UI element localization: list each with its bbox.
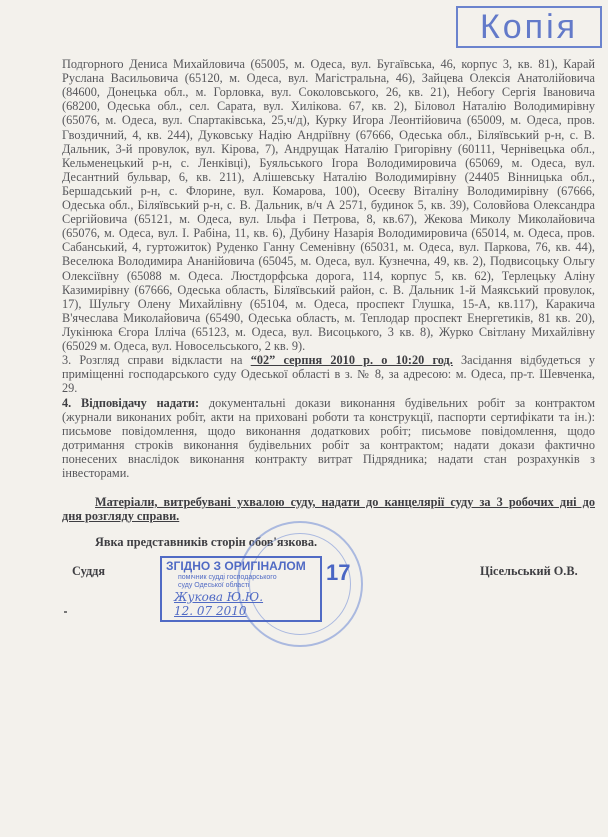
item-4-line-1 <box>62 396 595 410</box>
item-4-line: понесених внаслідок виконання контракту витрат Підрядника; надати стан розрахунків з <box>62 452 595 466</box>
text: Засідання відбудеться у <box>452 353 596 367</box>
item-3-line-2: приміщенні господарського суду Одеської області в з. № 8, за адресою: м. Одеса, пр-т. Шевченка, <box>62 367 595 381</box>
parties-line: Дальник, 3-й провулок, вул. Кірова, 7), Андрущак Наталію Григорівну (60111, Чернівецька обл., <box>62 141 595 156</box>
certified-sub: суду Одеської області <box>178 582 250 589</box>
judge-name: Цісельський О.В. <box>480 564 578 578</box>
text: документальні докази виконання будівельних робіт за контрактом <box>199 396 595 410</box>
parties-line: Веселюка Володимира Ананійовича (65045, м. Одеса, вул. Кузнечна, 49, кв. 2), Подвисоцьку Ольгу <box>62 254 595 269</box>
parties-line: Руслана Васильовича (65120, м. Одеса, вул. Магістральна, 46), Зайцева Олексія Анатолійовича <box>62 71 595 86</box>
materials-line-1: Матеріали, витребувані ухвалою суду, надати до канцелярії суду за 3 робочих дні до <box>95 495 595 509</box>
parties-line: Лукінюка Єгора Ілліча (65123, м. Одеса, вул. Висоцького, 3 кв. 8), Журко Світлану Михайлівну <box>62 324 595 339</box>
parties-line: Казимирівну (67666, Одеська область, Біляївський район, с. В. Дальник 1-й Маякський провулок, <box>62 282 595 297</box>
certified-sub: помічник судді господарського <box>178 574 277 581</box>
item-4-line: дотримання строків виконання будівельних робіт за контрактом; надати докази фактично <box>62 438 595 452</box>
parties-line: Подгорного Дениса Михайловича (65005, м. Одеса, вул. Бугаївська, 46, корпус 3, кв. 81), Карай <box>62 57 595 71</box>
parties-line: Десантний бульвар, 6, кв. 211), Алішевську Наталію Володимирівну (24405 Вінницька обл., <box>62 169 595 184</box>
parties-line: Одеська обл., Біляївський р-н, с. В. Дальник, в/ч А 2571, будинок 5, кв. 39), Соловйова Олександра <box>62 198 595 212</box>
parties-line: (84600, Донецька обл., м. Горловка, вул. Соколовського, 26, кв. 21), Небогу Сергія Івановича <box>62 85 595 100</box>
attendance-note: Явка представників сторін обов'язкова. <box>95 535 318 549</box>
parties-line: (65076, м. Одеса, вул. Спартаківська, 25,ч/д), Курку Игора Леонтійовича (65009, м. Одеса, пров. <box>62 113 595 128</box>
certified-title: ЗГІДНО З ОРИГІНАЛОМ <box>166 559 306 573</box>
scan-mark <box>64 611 67 613</box>
item-4-line: письмове повідомлення, щодо виконання додаткових робіт; письмове повідомлення, щодо <box>62 424 595 438</box>
parties-line: Сабанський, 4, гуртожиток) Руденко Ганну Семенівну (65031, м. Одеса, вул. Паркова, 76, кв. 44), <box>62 240 595 255</box>
item-4-heading: 4. Відповідачу надати: <box>62 396 200 410</box>
seal-number: 17 <box>326 560 351 585</box>
item-3-line-3: 29. <box>62 381 78 395</box>
judge-role: Суддя <box>72 564 106 578</box>
item-4-line: (журнали виконаних робіт, акти на приховані роботи та конструкції, паспорти сертифікати та ін.): <box>62 410 595 424</box>
certified-copy-stamp <box>160 556 322 622</box>
parties-line: Сергійовича (65121, м. Одеса, вул. Ільфа і Петрова, 8, кв.67), Жекова Миколу Миколайовича <box>62 212 595 227</box>
item-4-line: інвесторами. <box>62 466 130 480</box>
parties-line: Гвоздичний, 4, кв. 244), Дуковську Надію Андріївну (67666, Одеська обл., Біляївський р-н, с. В. <box>62 127 595 142</box>
parties-line: Олексіївну (65088 м. Одеса. Люстдорфська дорога, 114, корпус 5, кв. 62), Терлецьку Аліну <box>62 268 595 283</box>
parties-line: (65076, м. Одеса, вул. І. Рабіна, 11, кв. 6), Дубину Назарія Володимировича (65014, м. Одеса, пров. <box>62 226 595 241</box>
parties-line: 17), Шульгу Олену Михайлівну (65104, м. Одеса, проспект Глушка, 15-А, кв.117), Каракича <box>62 296 595 311</box>
item-3-line-1 <box>62 353 595 367</box>
hearing-date: “02” серпня 2010 р. о 10:20 год. <box>250 353 453 367</box>
handwritten-name: Жукова Ю.Ю. <box>174 590 264 604</box>
parties-line: (68200, Одеська обл., сел. Сарата, вул. Хилікова. 67, кв. 2), Біловол Наталію Володимирівну <box>62 99 595 114</box>
parties-line: (65029 м. Одеса, вул. Новосельського, 2 кв. 9). <box>62 339 306 353</box>
parties-line: Бершадський р-н, с. Флорине, вул. Комарова, 100), Осеєву Віталіну Володимирівну (67666, <box>62 183 595 198</box>
handwritten-date: 12. 07 2010 <box>174 604 247 618</box>
text: 3. Розгляд справи відкласти на <box>62 353 251 367</box>
copy-stamp: Копія <box>456 6 602 48</box>
parties-line: Кельменецький р-н, с. Ленківці), Буяльського Ігора Володимировича (65069, м. Одеса, вул. <box>62 155 595 170</box>
materials-line-2: дня розгляду справи. <box>62 509 180 523</box>
parties-line: В'ячеслава Миколайовича (65490, Одеська область, м. Теплодар проспект Енергетиків, 81 кв. 20), <box>62 310 595 325</box>
